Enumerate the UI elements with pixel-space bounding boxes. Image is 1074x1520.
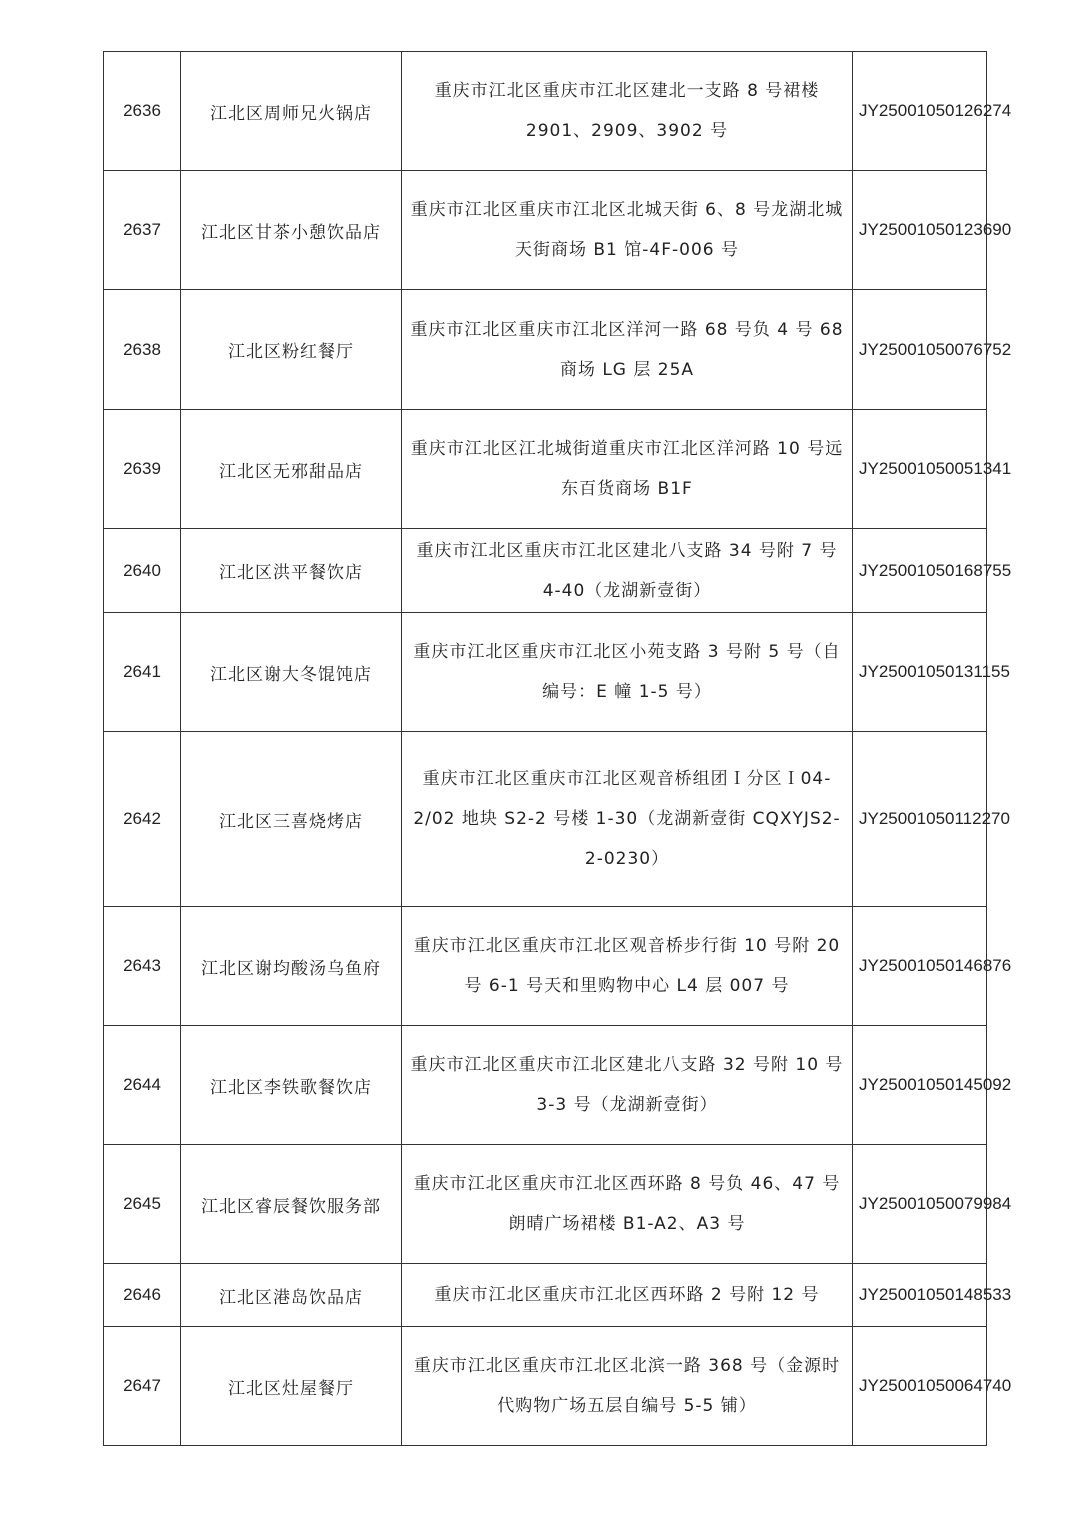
table-row — [104, 907, 987, 1026]
business-name: 江北区睿辰餐饮服务部 — [181, 1145, 402, 1264]
business-address: 重庆市江北区重庆市江北区建北八支路 32 号附 10 号 3-3 号（龙湖新壹街） — [402, 1026, 853, 1145]
license-number: JY25001050076752 — [853, 290, 987, 410]
business-address: 重庆市江北区重庆市江北区建北八支路 34 号附 7 号 4-40（龙湖新壹街） — [402, 529, 853, 613]
business-address: 重庆市江北区重庆市江北区小苑支路 3 号附 5 号（自编号：E 幢 1-5 号） — [402, 613, 853, 732]
row-number: 2647 — [104, 1327, 181, 1446]
row-number: 2642 — [104, 732, 181, 907]
business-name: 江北区洪平餐饮店 — [181, 529, 402, 613]
business-address: 重庆市江北区重庆市江北区北滨一路 368 号（金源时代购物广场五层自编号 5-5 铺） — [402, 1327, 853, 1446]
row-number: 2644 — [104, 1026, 181, 1145]
row-number: 2638 — [104, 290, 181, 410]
license-number: JY25001050051341 — [853, 410, 987, 529]
business-name: 江北区甘茶小憩饮品店 — [181, 171, 402, 290]
table-row — [104, 290, 987, 410]
business-address: 重庆市江北区重庆市江北区西环路 2 号附 12 号 — [402, 1264, 853, 1327]
business-address: 重庆市江北区重庆市江北区观音桥步行街 10 号附 20 号 6-1 号天和里购物中心 L4 层 007 号 — [402, 907, 853, 1026]
business-name: 江北区港岛饮品店 — [181, 1264, 402, 1327]
business-name: 江北区周师兄火锅店 — [181, 52, 402, 171]
table-row — [104, 410, 987, 529]
row-number: 2636 — [104, 52, 181, 171]
table-row — [104, 1327, 987, 1446]
row-number: 2637 — [104, 171, 181, 290]
business-address: 重庆市江北区重庆市江北区洋河一路 68 号负 4 号 68 商场 LG 层 25A — [402, 290, 853, 410]
business-address: 重庆市江北区重庆市江北区西环路 8 号负 46、47 号朗晴广场裙楼 B1-A2、A3 号 — [402, 1145, 853, 1264]
business-address: 重庆市江北区重庆市江北区建北一支路 8 号裙楼 2901、2909、3902 号 — [402, 52, 853, 171]
row-number: 2645 — [104, 1145, 181, 1264]
license-number: JY25001050123690 — [853, 171, 987, 290]
table-row — [104, 52, 987, 171]
business-name: 江北区谢大冬馄饨店 — [181, 613, 402, 732]
license-number: JY25001050148533 — [853, 1264, 987, 1327]
business-name: 江北区无邪甜品店 — [181, 410, 402, 529]
row-number: 2639 — [104, 410, 181, 529]
business-name: 江北区灶屋餐厅 — [181, 1327, 402, 1446]
row-number: 2641 — [104, 613, 181, 732]
license-number: JY25001050079984 — [853, 1145, 987, 1264]
row-number: 2646 — [104, 1264, 181, 1327]
business-name: 江北区三喜烧烤店 — [181, 732, 402, 907]
row-number: 2640 — [104, 529, 181, 613]
business-address: 重庆市江北区江北城街道重庆市江北区洋河路 10 号远东百货商场 B1F — [402, 410, 853, 529]
row-number: 2643 — [104, 907, 181, 1026]
business-address: 重庆市江北区重庆市江北区北城天街 6、8 号龙湖北城天街商场 B1 馆-4F-006 号 — [402, 171, 853, 290]
license-number: JY25001050131155 — [853, 613, 987, 732]
license-number: JY25001050145092 — [853, 1026, 987, 1145]
business-license-table — [103, 51, 1012, 1446]
license-number: JY25001050168755 — [853, 529, 987, 613]
business-address: 重庆市江北区重庆市江北区观音桥组团Ｉ分区Ｉ04-2/02 地块 S2-2 号楼 1-30（龙湖新壹街 CQXYJS2-2-0230） — [402, 732, 853, 907]
business-name: 江北区李铁歌餐饮店 — [181, 1026, 402, 1145]
table-row — [104, 732, 987, 907]
table-row — [104, 1264, 987, 1327]
business-name: 江北区谢均酸汤乌鱼府 — [181, 907, 402, 1026]
table-row — [104, 1026, 987, 1145]
business-name: 江北区粉红餐厅 — [181, 290, 402, 410]
table-row — [104, 1145, 987, 1264]
license-number: JY25001050146876 — [853, 907, 987, 1026]
table-row — [104, 613, 987, 732]
table-row — [104, 171, 987, 290]
table-row — [104, 529, 987, 613]
license-number: JY25001050064740 — [853, 1327, 987, 1446]
license-number: JY25001050112270 — [853, 732, 987, 907]
license-number: JY25001050126274 — [853, 52, 987, 171]
